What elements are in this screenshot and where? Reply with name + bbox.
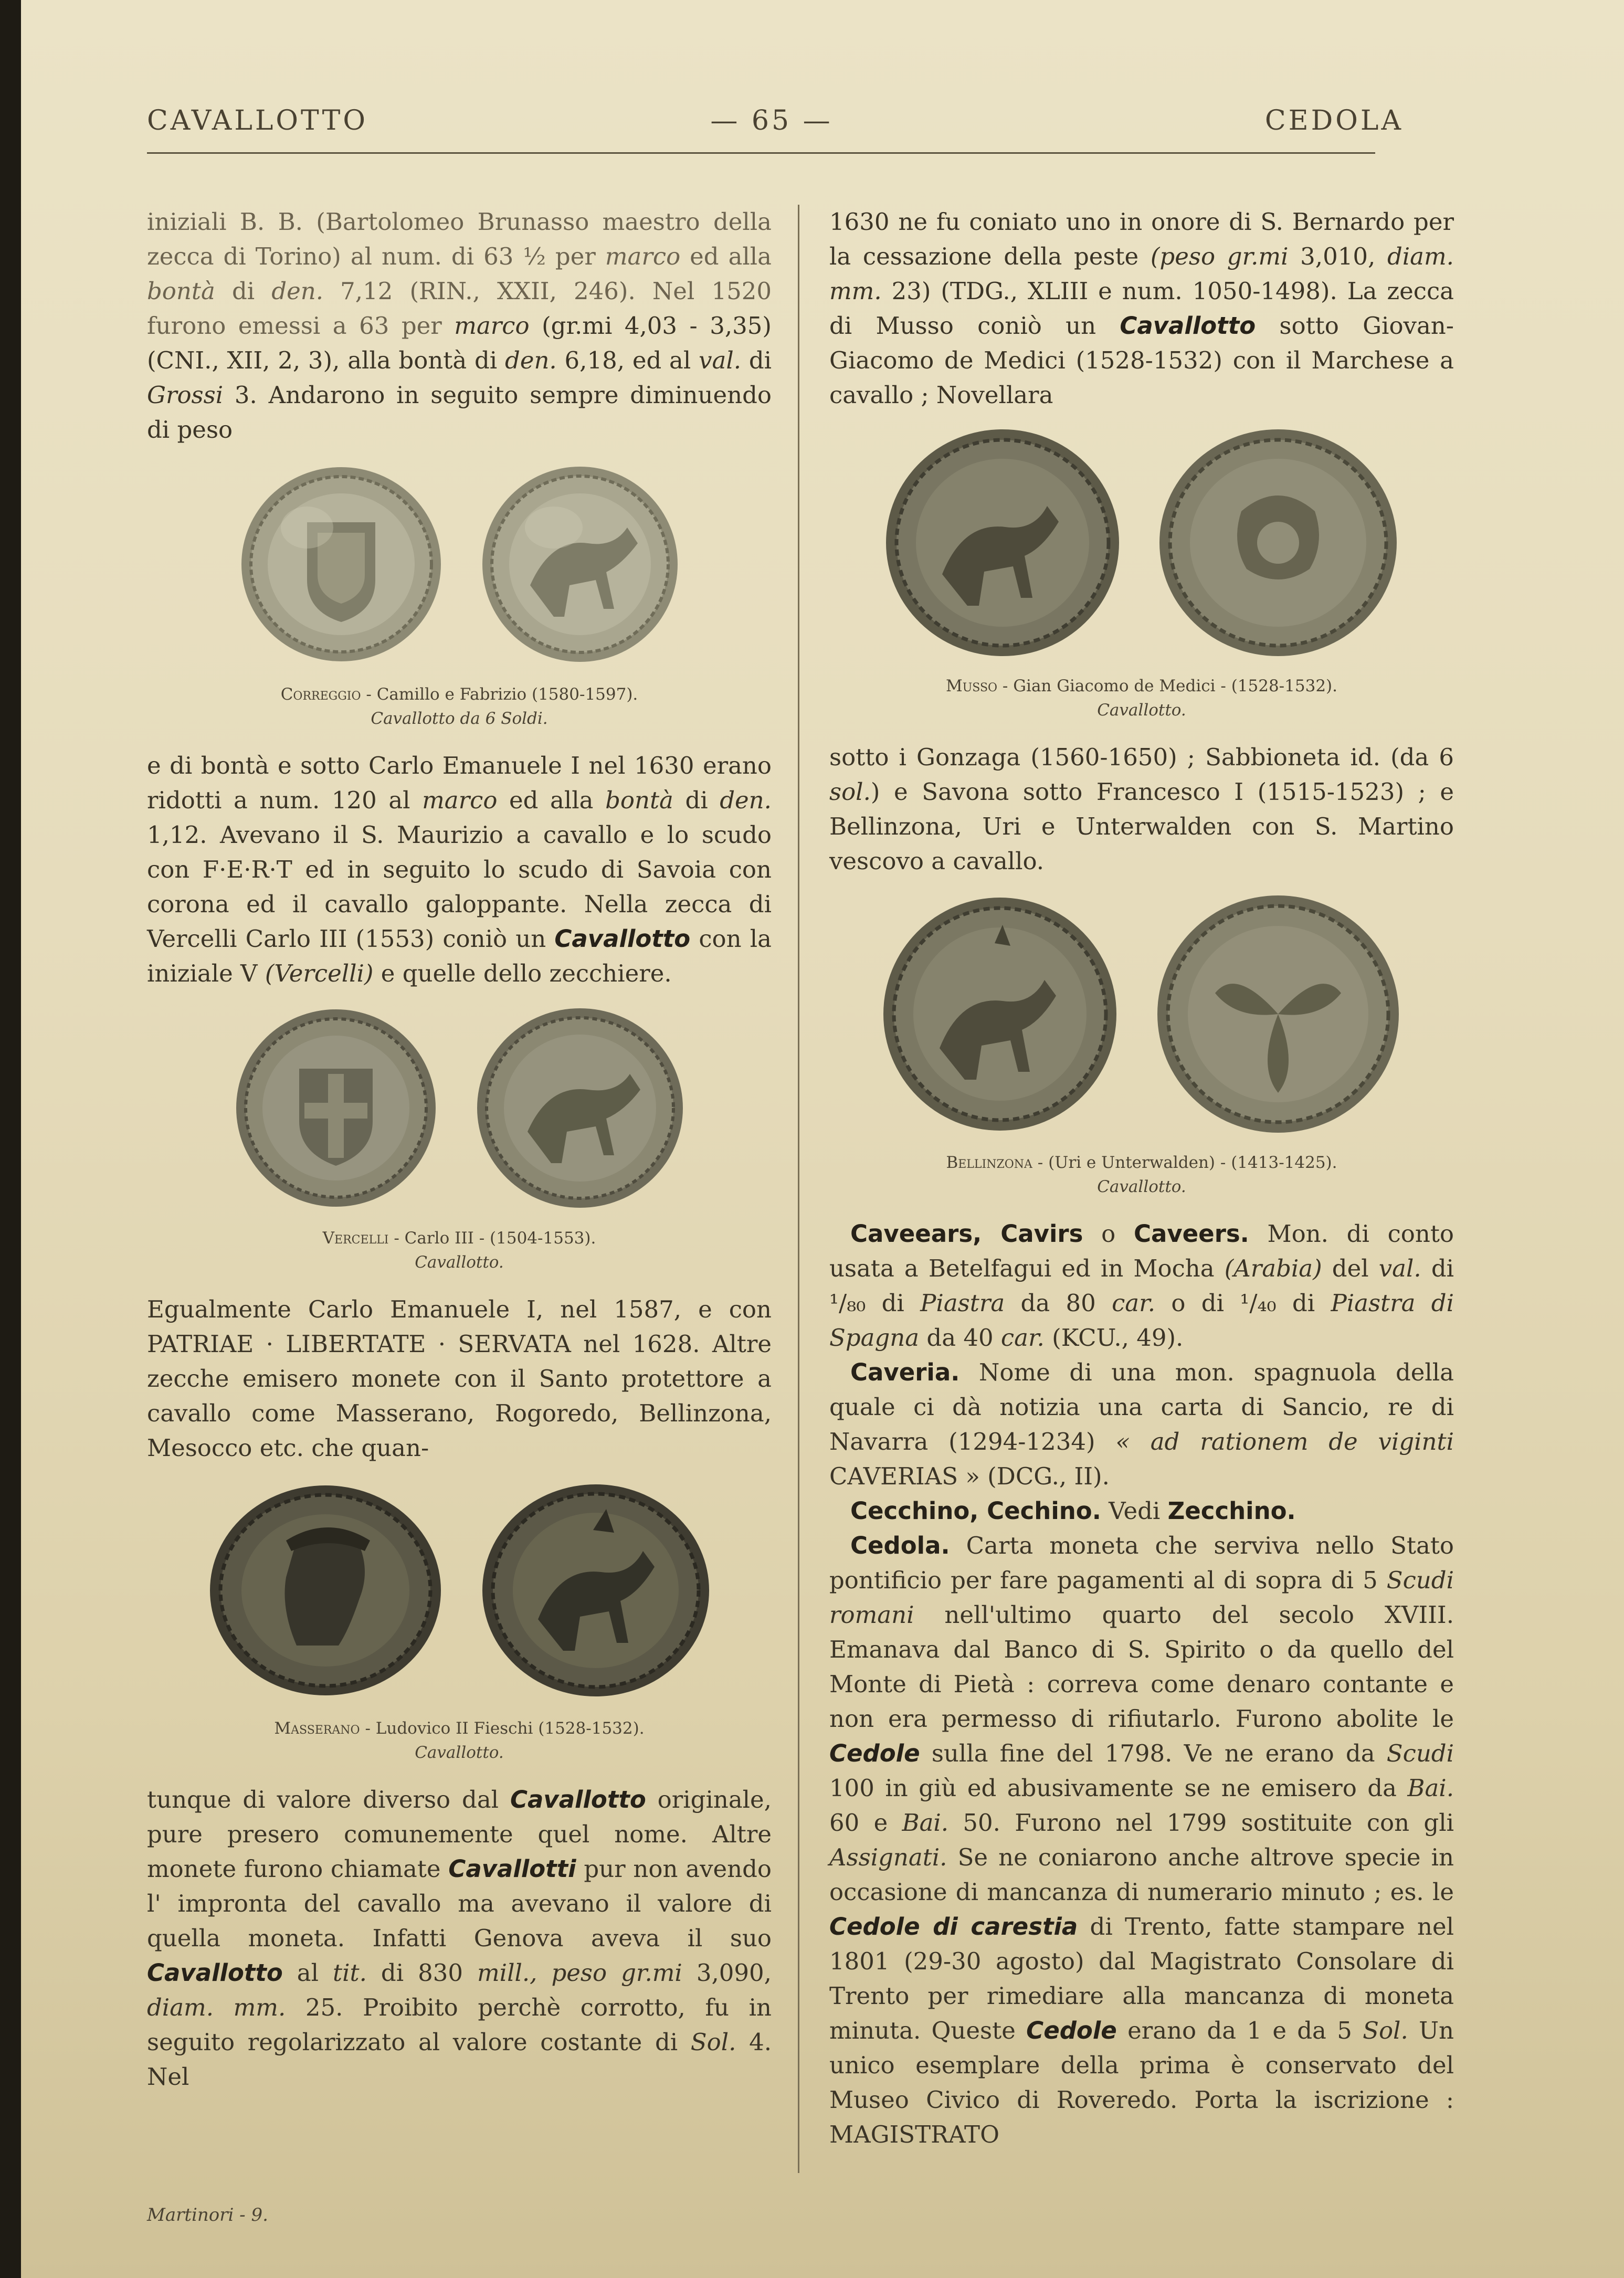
dictionary-entry-cedola: Cedola. Carta moneta che serviva nello Stato pontificio per fare pagamenti al di sopra di 5 Scudi romani nell'ultimo quarto del secolo XVIII. Emanava dal Banco di S. Spirito o da quello del Monte di Pietà : correva come denaro contante e non era permesso di rifiutarlo. Furono abolite le Cedole sulla fine del 1798. Ve ne erano da Scudi 100 in giù ed abusivamente se ne emisero da Bai. 60 e Bai. 50. Furono nel 1799 sostituite con gli Assignati. Se ne coniarono anche altrove specie in occasione di mancanza di numerario minuto ; es. le Cedole di carestia di Trento, fatte stampare nel 1801 (29-30 agosto) dal Magistrato Consolare di Trento per rimediare alla mancanza di moneta minuta. Queste Cedole erano da 1 e da 5 Sol. Un unico esemplare della prima è conservato del Museo Civico di Roveredo. Porta la iscrizione : MAGISTRATO — [829, 1532, 1454, 2148]
coin-obverse-image — [884, 427, 1121, 658]
coin-obverse-image — [207, 1483, 444, 1698]
coin-figure-vercelli — [147, 1006, 772, 1274]
left-column — [147, 205, 772, 2094]
coin-figure-masserano — [147, 1480, 772, 1765]
page-number: — 65 — — [710, 105, 833, 136]
paragraph: 1630 ne fu coniato uno in onore di S. Bernardo per la cessazione della peste (peso gr.mi 3,010, diam. mm. 23) (TDG., XLIII e num. 1050-1498). La zecca di Musso coniò un Cavallotto sotto Giovan-Giacomo de Medici (1528-1532) con il Marchese a cavallo ; Novellara — [829, 208, 1454, 409]
coin-figure-correggio — [147, 462, 772, 731]
dictionary-entry-cecchino: Cecchino, Cechino. Vedi Zecchino. — [850, 1497, 1296, 1525]
caption-place: Bellinzona — [946, 1153, 1032, 1172]
caption-subtitle: Cavallotto. — [1097, 701, 1186, 720]
coin-reverse-image — [480, 465, 680, 664]
page-footer-signature: Martinori - 9. — [147, 2205, 268, 2226]
dictionary-entry-caveears: Caveears, Cavirs o Caveers. Mon. di conto usata a Betelfagui ed in Mocha (Arabia) del val. di ¹/₈₀ di Piastra da 80 car. o di ¹/₄₀ di Piastra di Spagna da 40 car. (KCU., 49). — [829, 1220, 1454, 1352]
paragraph: Egualmente Carlo Emanuele I, nel 1587, e con PATRIAE · LIBERTATE · SERVATA nel 1628. Altre zecche emisero monete con il Santo protettore a cavallo come Masserano, Rogoredo, Bellinzona, Mesocco etc. che quan- — [147, 1295, 772, 1462]
coin-reverse-image — [1155, 893, 1401, 1135]
coin-obverse-image — [239, 465, 444, 664]
coin-figure-bellinzona — [829, 893, 1454, 1199]
paragraph: sotto i Gonzaga (1560-1650) ; Sabbioneta id. (da 6 sol.) e Savona sotto Francesco I (1515-1523) ; e Bellinzona, Uri e Unterwalden con S. Martino vescovo a cavallo. — [829, 743, 1454, 875]
coin-obverse-image — [234, 1006, 438, 1210]
paragraph: tunque di valore diverso dal Cavallotto originale, pure presero comunemente quel nome. Altre monete furono chiamate Cavallotti pur non avendo l' impronta del cavallo ma avevano il valore di quella moneta. Infatti Genova aveva il suo Cavallotto al tit. di 830 mill., peso gr.mi 3,090, diam. mm. 25. Proibito perchè corrotto, fu in seguito regolarizzato al valore costante di Sol. 4. Nel — [147, 1786, 772, 2091]
caption-place: Vercelli — [322, 1229, 389, 1248]
caption-text: - Gian Giacomo de Medici - (1528-1532). — [997, 677, 1337, 695]
caption-text: - (Uri e Unterwalden) - (1413-1425). — [1032, 1153, 1337, 1172]
paragraph: e di bontà e sotto Carlo Emanuele I nel 1630 erano ridotti a num. 120 al marco ed alla bontà di den. 1,12. Avevano il S. Maurizio a cavallo e lo scudo con F·E·R·T ed in seguito lo scudo di Savoia con corona ed il cavallo galoppante. Nella zecca di Vercelli Carlo III (1553) coniò un Cavallotto con la iniziale V (Vercelli) e quelle dello zecchiere. — [147, 752, 772, 987]
coin-reverse-image — [1157, 427, 1399, 658]
caption-subtitle: Cavallotto. — [1097, 1177, 1186, 1196]
running-header-right: CEDOLA — [1264, 105, 1404, 136]
caption-subtitle: Cavallotto. — [415, 1253, 504, 1272]
coin-figure-musso — [829, 427, 1454, 722]
caption-place: Masserano — [274, 1719, 360, 1738]
caption-subtitle: Cavallotto da 6 Soldi. — [371, 709, 548, 728]
caption-place: Correggio — [280, 685, 361, 704]
dictionary-entry-caveria: Caveria. Nome di una mon. spagnuola della quale ci dà notizia una carta di Sancio, re di Navarra (1294-1234) « ad rationem de viginti CAVERIAS » (DCG., II). — [829, 1358, 1454, 1490]
caption-text: - Carlo III - (1504-1553). — [388, 1229, 596, 1248]
caption-place: Musso — [946, 677, 998, 695]
caption-text: - Camillo e Fabrizio (1580-1597). — [361, 685, 638, 704]
book-page — [21, 0, 1624, 2278]
coin-reverse-image — [480, 1483, 711, 1698]
header-rule — [147, 152, 1375, 154]
coin-reverse-image — [475, 1006, 685, 1210]
running-header-left: CAVALLOTTO — [147, 105, 368, 136]
caption-text: - Ludovico II Fieschi (1528-1532). — [360, 1719, 645, 1738]
column-divider — [798, 205, 799, 2173]
caption-subtitle: Cavallotto. — [415, 1743, 504, 1762]
coin-obverse-image — [882, 896, 1118, 1132]
right-column — [829, 205, 1454, 2152]
paragraph: iniziali B. B. (Bartolomeo Brunasso maestro della zecca di Torino) al num. di 63 ½ per marco ed alla bontà di den. 7,12 (RIN., XXII, 246). Nel 1520 furono emessi a 63 per marco (gr.mi 4,03 - 3,35) (CNI., XII, 2, 3), alla bontà di den. 6,18, ed al val. di Grossi 3. Andarono in seguito sempre diminuendo di peso — [147, 208, 772, 444]
